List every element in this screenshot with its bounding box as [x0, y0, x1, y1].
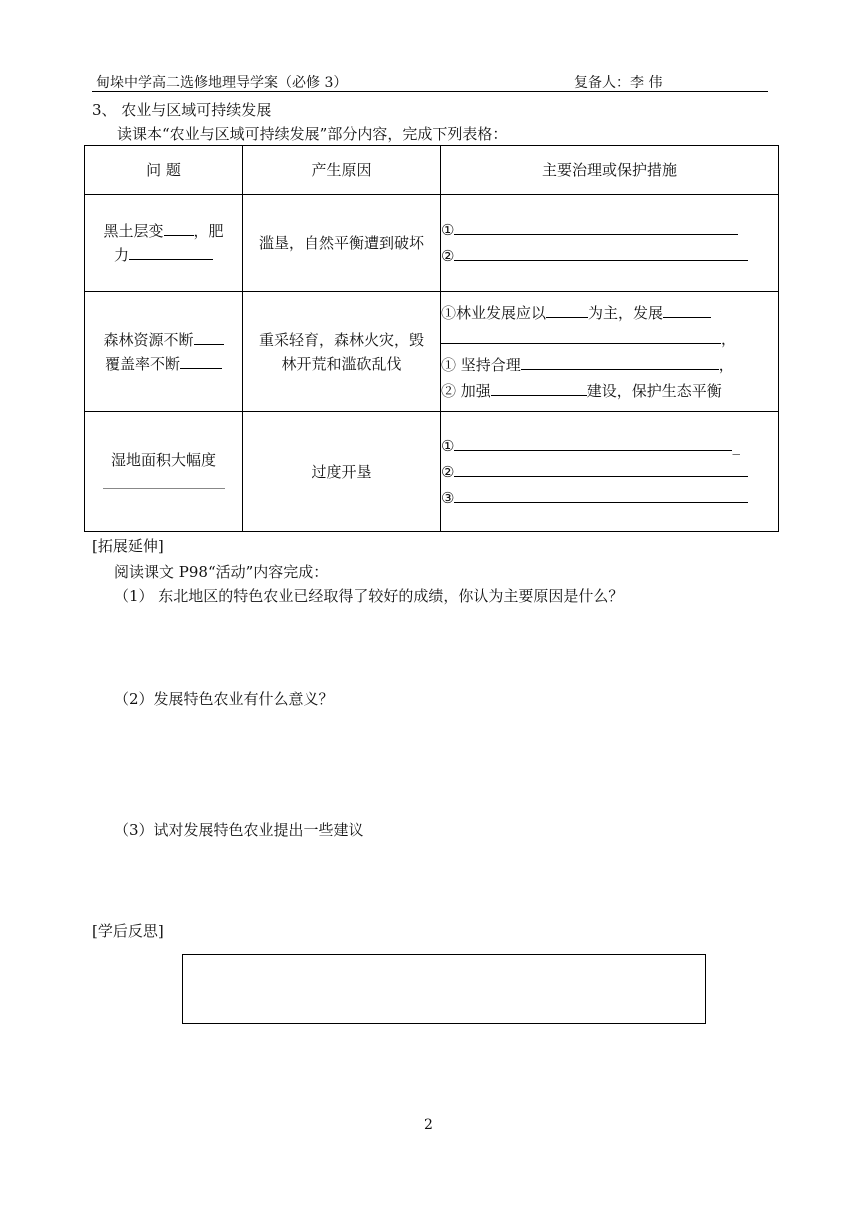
problem-text: 力: [113, 246, 129, 264]
question-2: （2）发展特色农业有什么意义？: [114, 690, 334, 708]
answer-blank[interactable]: [454, 462, 748, 477]
extension-tag: [拓展延伸]: [92, 537, 164, 555]
cause-cell: 滥垦，自然平衡遭到破坏: [243, 195, 441, 292]
measure-text: 建设，保护生态平衡: [586, 381, 722, 400]
table-row: [85, 292, 779, 412]
measure-text: ①林业发展应以: [441, 303, 547, 322]
answer-blank[interactable]: [454, 220, 738, 235]
problem-text: 森林资源不断: [103, 330, 194, 349]
reflection-tag: [学后反思]: [92, 922, 164, 940]
measure-text: ② 加强: [441, 381, 491, 400]
answer-blank[interactable]: [103, 474, 225, 489]
answer-blank[interactable]: [491, 381, 587, 396]
problem-cell: [85, 292, 243, 412]
answer-blank[interactable]: [454, 436, 732, 451]
measure-text: _: [732, 436, 740, 455]
measure-text: 为主，发展: [588, 303, 664, 322]
cause-cell: 过度开垦: [243, 412, 441, 532]
problem-text: 湿地面积大幅度: [110, 450, 216, 469]
measure-label: ③: [441, 488, 455, 507]
page-number: 2: [424, 1117, 433, 1133]
answer-blank[interactable]: [180, 354, 222, 369]
answer-blank[interactable]: [521, 355, 719, 370]
problem-text: 覆盖率不断: [104, 354, 180, 373]
table-row: [85, 195, 779, 292]
section-intro: 读课本“农业与区域可持续发展”部分内容，完成下列表格：: [117, 125, 508, 143]
header-author: 复备人：李 伟: [574, 75, 663, 91]
measure-text: ① 坚持合理: [441, 355, 521, 374]
section-title: 3、 农业与区域可持续发展: [92, 101, 272, 119]
answer-blank[interactable]: [441, 329, 721, 344]
answer-blank[interactable]: [454, 488, 748, 503]
measures-cell: [441, 292, 779, 412]
header-rule: [92, 91, 768, 92]
answer-blank[interactable]: [129, 245, 213, 260]
problem-text: 黑土层变: [103, 222, 164, 240]
problem-cell: [85, 412, 243, 532]
header-measures: 主要治理或保护措施: [441, 146, 779, 195]
measure-text: ，: [721, 329, 737, 348]
extension-intro: 阅读课文 P98“活动”内容完成：: [114, 563, 329, 581]
answer-blank[interactable]: [164, 221, 194, 236]
answer-blank[interactable]: [546, 303, 588, 318]
measures-cell: [441, 195, 779, 292]
measure-label: ②: [441, 247, 455, 265]
worksheet-table: [84, 145, 779, 532]
cause-cell: 重采轻育，森林火灾，毁林开荒和滥砍乱伐: [243, 292, 441, 412]
measure-label: ②: [441, 462, 455, 481]
reflection-box[interactable]: [182, 954, 706, 1024]
header-school: 甸垛中学高二选修地理导学案（必修 3）: [96, 75, 348, 91]
problem-cell: [85, 195, 243, 292]
question-1: （1） 东北地区的特色农业已经取得了较好的成绩，你认为主要原因是什么？: [114, 587, 624, 605]
measures-cell: [441, 412, 779, 532]
table-row: [85, 412, 779, 532]
answer-blank[interactable]: [454, 246, 748, 261]
measure-label: ①: [441, 436, 455, 455]
table-header-row: [85, 146, 779, 195]
measure-label: ①: [441, 221, 455, 239]
answer-blank[interactable]: [194, 330, 224, 345]
answer-blank[interactable]: [663, 303, 711, 318]
question-3: （3）试对发展特色农业提出一些建议: [114, 821, 364, 839]
header-cause: 产生原因: [243, 146, 441, 195]
header-problem: 问 题: [85, 146, 243, 195]
problem-text: ，肥: [193, 222, 224, 240]
measure-text: ，: [718, 355, 734, 374]
